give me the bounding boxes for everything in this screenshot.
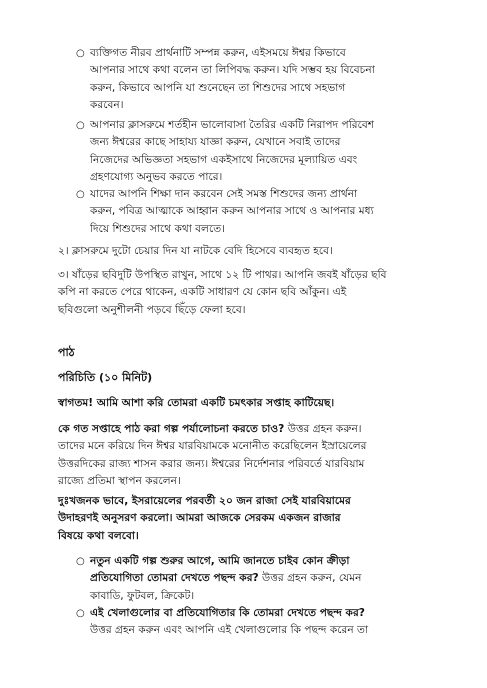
text-line: বিষয়ে কথা বলবো।	[58, 529, 139, 542]
welcome-text: স্বাগতম! আমি আশা করি তোমরা একটি চমৎকার সপ্তাহ কাটিয়েছ।	[58, 397, 335, 409]
text-line: নিজেদের অভিজ্ঞতা সহভাগ একইসাথে নিজেদের মূল্যায়িত এবং	[90, 153, 358, 166]
text-line: এই খেলাগুলোর বা প্রতিযোগিতার কি তোমরা দেখতে পছন্দ কর?	[90, 607, 365, 619]
text-line: দিয়ে শিশুদের সাথে কথা বলতে।	[90, 222, 225, 235]
text-line: করুন, কিভাবে আপনি যা শুনেছেন তা শিশুদের সাথে সহভাগ	[90, 81, 346, 94]
bullet-item	[90, 186, 374, 238]
text-line: আপনার ক্লাসরুমে শর্তহীন ভালোবাসা তৈরির একটি নিরাপদ পরিবেশ	[90, 119, 375, 131]
text-line: দুঃখজনক ভাবে, ইসরায়েলের পরবর্তী ২০ জন রাজা সেই যারবিয়ামের	[58, 495, 351, 507]
bullet-item	[90, 553, 361, 605]
text-line: তাদের মনে করিয়ে দিন ঈশ্বর যারবিয়ামকে মনোনীত করেছিলেন ইস্রায়েলের	[58, 440, 367, 453]
bullet-item	[90, 605, 368, 640]
section-title: পাঠ	[58, 346, 75, 359]
instruction-text: উত্তর গ্রহন করুন।	[284, 423, 362, 435]
text-line: কপি না করতে পেরে থাকেন, একটি সাধারণ যে কোন ছবি আঁকুন। এই	[58, 286, 347, 299]
bullet-marker: ○	[76, 556, 85, 567]
text-line: জন্য ঈশ্বরের কাছে সাহায্য যাজ্ঞা করুন, যেখানে সবাই তাদের	[90, 136, 341, 149]
text-line: ২। ক্লাসরুমে দুটো চেয়ার দিন যা নাটকে বেদি হিসেবে ব্যবহৃত হবে।	[58, 245, 333, 257]
text-line: করুন, পবিত্র আত্মাকে আহ্বান করুন আপনার সাথে ও আপনার মধ্য	[90, 205, 374, 218]
bold-paragraph	[58, 493, 351, 545]
text-line: উদাহরণই অনুসরণ করলো। আমরা আজকে সেরকম একজন রাজার	[58, 512, 341, 525]
numbered-item	[58, 267, 387, 319]
text-line: ছবিগুলো অনুশীলনী পড়বে ছিঁড়ে ফেলা হবে।	[58, 303, 246, 316]
question-text: কে গত সপ্তাহে পাঠ করা গল্প পর্যালোচনা করতে চাও?	[58, 423, 285, 435]
question-line	[58, 421, 367, 438]
text-line: যাদের আপনি শিক্ষা দান করবেন সেই সমস্ত শিশুদের জন্য প্রার্থনা	[90, 188, 358, 200]
bullet-marker: ○	[76, 189, 85, 200]
text-line: প্রতিযোগিতা তোমরা দেখতে পছন্দ কর? উত্তর গ্রহন করুন, যেমন	[90, 572, 362, 585]
text-line: উত্তর গ্রহন করুন এবং আপনি এই খেলাগুলোর কি পছন্দ করেন তা	[90, 624, 369, 637]
bullet-marker: ○	[76, 48, 85, 59]
bullet-marker: ○	[76, 608, 85, 619]
bullet-item	[90, 117, 374, 187]
text-line: ৩। ষাঁড়ের ছবিদুটি উপস্থিত রাখুন, সাথে ১২ টি পাথর। আপনি জবই ষাঁড়ের ছবি	[58, 269, 387, 281]
text-line: ব্যক্তিগত নীরব প্রার্থনাটি সম্পন্ন করুন, এইসময়ে ঈশ্বর কিভাবে	[90, 47, 346, 59]
text-line: কাবাডি, ফুটবল, ক্রিকেট।	[90, 589, 195, 602]
text-line: রাজ্যে প্রতিমা স্থাপন করলেন।	[58, 475, 181, 488]
text-line: উত্তরদিকের রাজ্য শাসন করার জন্য। ঈশ্বরের নির্দেশনার পরিবর্তে যারবিয়াম	[58, 457, 365, 470]
subsection-title: পরিচিতি (১০ মিনিট)	[58, 371, 153, 384]
text-line: নতুন একটি গল্প শুরুর আগে, আমি জানতে চাইব কোন ক্রীড়া	[90, 555, 350, 567]
question-paragraph	[58, 421, 367, 491]
text-line: করবেন।	[90, 99, 124, 112]
numbered-item	[58, 243, 333, 260]
bullet-item	[90, 45, 375, 115]
bullet-marker: ○	[76, 120, 85, 131]
text-line: আপনার সাথে কথা বলেন তা লিপিবদ্ধ করুন। যদি সম্ভব হয় বিবেচনা	[90, 64, 375, 77]
text-line: গ্রহণযোগ্য অনুভব করতে পারে।	[90, 171, 223, 184]
